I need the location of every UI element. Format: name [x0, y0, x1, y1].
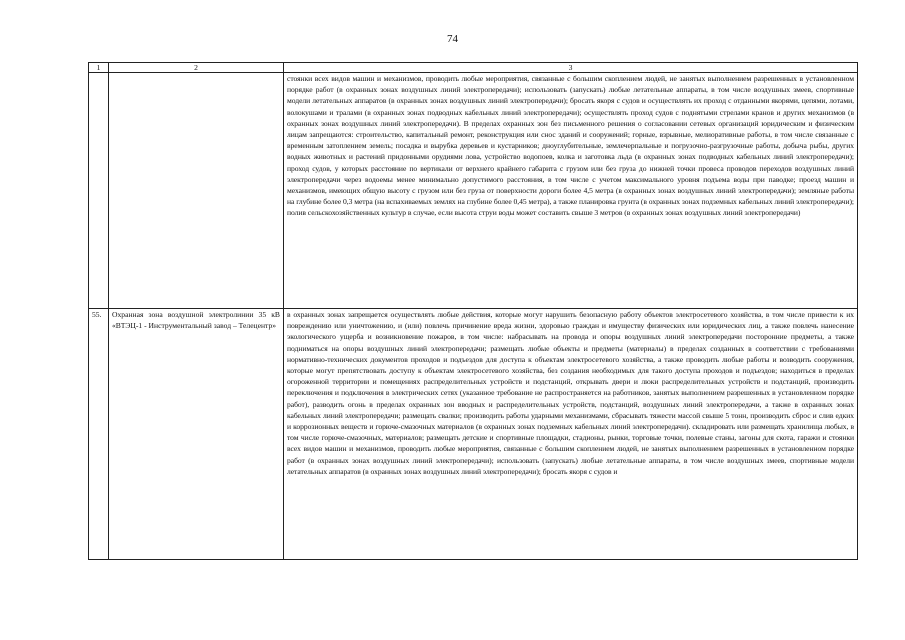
row-number: 55. — [89, 309, 109, 560]
restrictions-text: стоянки всех видов машин и механизмов, проводить любые мероприятия, связанные с большим скоплением людей, не занятых выполнением разрешенных в установленном порядке работ (в охранных зонах воздушных линий электропередачи); использовать (запускать) любые летательные аппараты, в том числе воздушных змеев, спортивные модели летательных аппаратов (в охранных зонах воздушных линий электропередачи); бросать якоря с судов и осуществлять их проход с отданными якорями, цепями, лотами, волокушами и тралами (в охранных зонах подводных кабельных линий электропередачи); осуществлять проход судов с поднятыми стрелами кранов и других механизмов (в охранных зонах воздушных линий электропередачи). В пределах охранных зон без письменного решения о согласовании сетевых организаций юридическим и физическим лицам запрещаются: строительство, капитальный ремонт, реконструкция или снос зданий и сооружений; горные, взрывные, мелиоративные работы, в том числе связанные с временным затоплением земель; посадка и вырубка деревьев и кустарников; дноуглубительные, землечерпальные и погрузочно-разгрузочные работы, добыча рыбы, других водных животных и растений придонными орудиями лова, устройство водопоев, колка и заготовка льда (в охранных зонах подводных кабельных линий электропередачи); проход судов, у которых расстояние по вертикали от верхнего крайнего габарита с грузом или без груза до нижней точки провеса проводов переходов воздушных линий электропередачи через водоемы менее минимально допустимого расстояния, в том числе с учетом максимального уровня подъема воды при паводке; проезд машин и механизмов, имеющих общую высоту с грузом или без груза от поверхности дороги более 4,5 метра (в охранных зонах воздушных линий электропередачи); земляные работы на глубине более 0,3 метра (на вспахиваемых землях на глубине более 0,45 метра), а также планировка грунта (в охранных зонах подземных кабельных линий электропередачи); полив сельскохозяйственных культур в случае, если высота струи воды может составить свыше 3 метров (в охранных зонах воздушных линий электропередачи) — [284, 73, 858, 309]
column-header-2: 2 — [109, 63, 284, 73]
restrictions-text: в охранных зонах запрещается осуществлять любые действия, которые могут нарушить безопасную работу объектов электросетевого хозяйства, в том числе привести к их повреждению или уничтожению, и (или) повлечь причинение вреда жизни, здоровью граждан и имуществу физических или юридических лиц, а также повлечь нанесение экологического ущерба и возникновение пожаров, в том числе: набрасывать на провода и опоры воздушных линий электропередачи посторонние предметы, а также подниматься на опоры воздушных линий электропередачи; размещать любые объекты и предметы (материалы) в пределах созданных в соответствии с требованиями нормативно-технических документов проходов и подъездов для доступа к объектам электросетевого хозяйства, а также проводить любые работы и возводить сооружения, которые могут препятствовать доступу к объектам электросетевого хозяйства, без создания необходимых для такого доступа проходов и подъездов; находиться в пределах огороженной территории и помещениях распределительных устройств и подстанций, открывать двери и люки распределительных устройств и подстанций, производить переключения и подключения в электрических сетях (указанное требование не распространяется на работников, занятых выполнением разрешенных в установленном порядке работ), разводить огонь в пределах охранных зон вводных и распределительных устройств, подстанций, воздушных линий электропередачи, а также в охранных зонах кабельных линий электропередачи; размещать свалки; производить работы ударными механизмами, сбрасывать тяжести массой свыше 5 тонн, производить сброс и слив едких и коррозионных веществ и горюче-смазочных материалов (в охранных зонах подземных кабельных линий электропередачи). складировать или размещать хранилища любых, в том числе горюче-смазочных, материалов; размещать детские и спортивные площадки, стадионы, рынки, торговые точки, полевые станы, загоны для скота, гаражи и стоянки всех видов машин и механизмов, проводить любые мероприятия, связанные с большим скоплением людей, не занятых выполнением разрешенных в установленном порядке работ (в охранных зонах воздушных линий электропередачи); использовать (запускать) любые летательные аппараты, в том числе воздушных змеев, спортивные модели летательных аппаратов (в охранных зонах воздушных линий электропередачи); бросать якоря с судов и — [284, 309, 858, 560]
table-row — [89, 73, 858, 309]
restrictions-table — [88, 62, 858, 560]
column-header-1: 1 — [89, 63, 109, 73]
row-number — [89, 73, 109, 309]
table-header — [89, 63, 858, 73]
column-header-3: 3 — [284, 63, 858, 73]
zone-name — [109, 73, 284, 309]
zone-name: Охранная зона воздушной электролинии 35 кВ «ВТЭЦ-1 - Инструментальный завод – Телецентр» — [109, 309, 284, 560]
page-number: 74 — [447, 33, 458, 45]
table-row — [89, 309, 858, 560]
